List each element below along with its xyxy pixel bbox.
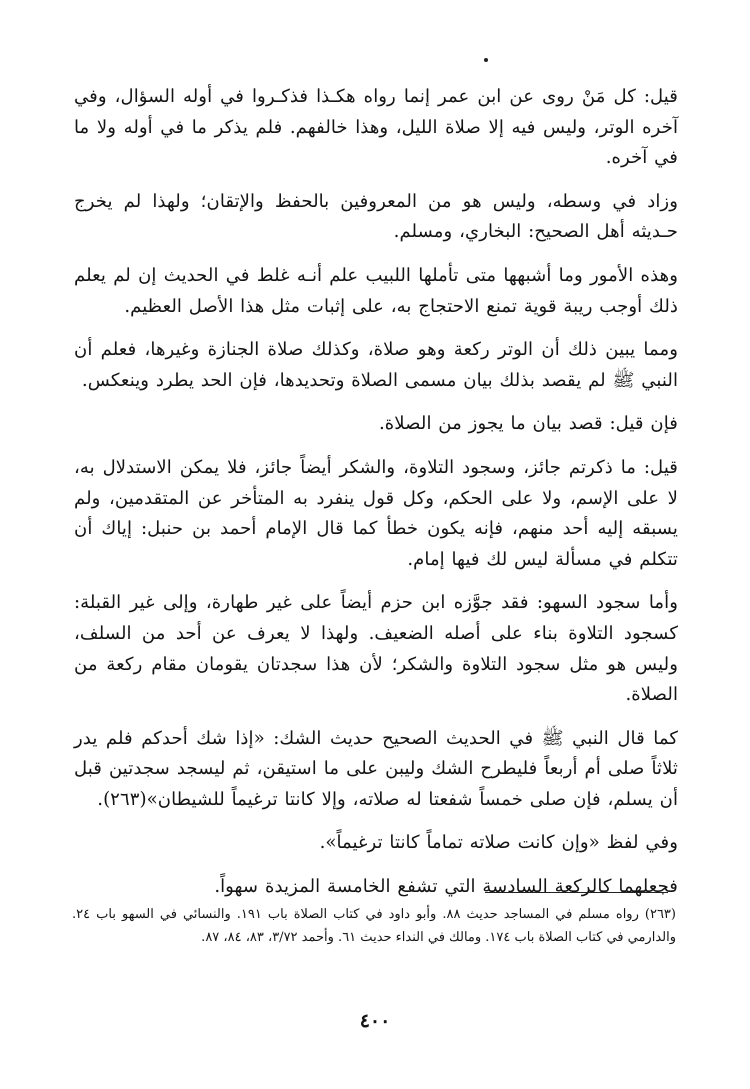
paragraph: قيل: كل مَنْ روى عن ابن عمر إنما رواه هكـذا فذكـروا في أوله السؤال، وفي آخره الوتر، وليس فيه إلا صلاة الليل، وهذا خالفهم. فلم يذكر ما في أوله ولا ما في آخره.	[74, 86, 678, 169]
paragraph: وهذه الأمور وما أشبهها متى تأملها اللبيب علم أنـه غلط في الحديث إن لم يعلم ذلك أوجب ريبة قوية تمنع الاحتجاج به، على إثبات مثل هذا الأصل العظيم.	[74, 264, 678, 317]
footnote-section	[72, 903, 676, 949]
paragraph: وفي لفظ «وإن كانت صلاته تماماً كانتا ترغيماً».	[319, 832, 678, 854]
paragraph: قيل: ما ذكرتم جائز، وسجود التلاوة، والشكر أيضاً جائز، فلا يمكن الاستدلال به، لا على الإسم، ولا على الحكم، وكل قول ينفرد به المتأخر عن المتقدمين، ولم يسبقه إليه أحد منهم، فإنه يكون خطأ كما قال الإمام أحمد بن حنبل: إياك أن تتكلم في مسألة ليس لك فيها إمام.	[74, 456, 678, 570]
page-number: ٤٠٠	[359, 1010, 391, 1032]
paragraph: وزاد في وسطه، وليس هو من المعروفين بالحفظ والإتقان؛ ولهذا لم يخرج حـديثه أهل الصحيح: البخاري، ومسلم.	[74, 190, 678, 243]
paragraph: وأما سجود السهو: فقد جوَّزه ابن حزم أيضاً على غير طهارة، وإلى غير القبلة: كسجود التلاوة بناء على أصله الضعيف. ولهذا لا يعرف عن أحد من السلف، وليس هو مثل سجود التلاوة والشكر؛ لأن هذا سجدتان يقومان مقام ركعة من الصلاة.	[74, 592, 678, 706]
footnote-text: (٢٦٣) رواه مسلم في المساجد حديث ٨٨. وأبو داود في كتاب الصلاة باب ١٩١. والنسائي في السهو باب ٢٤. والدارمي في كتاب الصلاة باب ١٧٤. ومالك في النداء حديث ٦١. وأحمد ٣/٧٢، ٨٣، ٨٤، ٨٧.	[72, 907, 676, 945]
paragraph: فإن قيل: قصد بيان ما يجوز من الصلاة.	[379, 413, 678, 435]
paragraph: فجعلهما كالركعة السادسة التي تشفع الخامسة المزيدة سهواً.	[214, 876, 678, 898]
paragraph: كما قال النبي ﷺ في الحديث الصحيح حديث الشك: «إذا شك أحدكم فلم يدر ثلاثاً صلى أم أربعاً فليطرح الشك وليبن على ما استيقن، ثم ليسجد سجدتين قبل أن يسلم، فإن صلى خمساً شفعتا له صلاته، وإلا كانتا ترغيماً للشيطان»(٢٦٣).	[74, 727, 678, 810]
paragraph: ومما يبين ذلك أن الوتر ركعة وهو صلاة، وكذلك صلاة الجنازة وغيرها، فعلم أن النبي ﷺ لم يقصد بذلك بيان مسمى الصلاة وتحديدها، فإن الحد يطرد وينعكس.	[74, 339, 678, 391]
main-text	[74, 82, 678, 916]
top-dot-mark	[484, 58, 488, 62]
footnote-divider	[485, 892, 668, 893]
